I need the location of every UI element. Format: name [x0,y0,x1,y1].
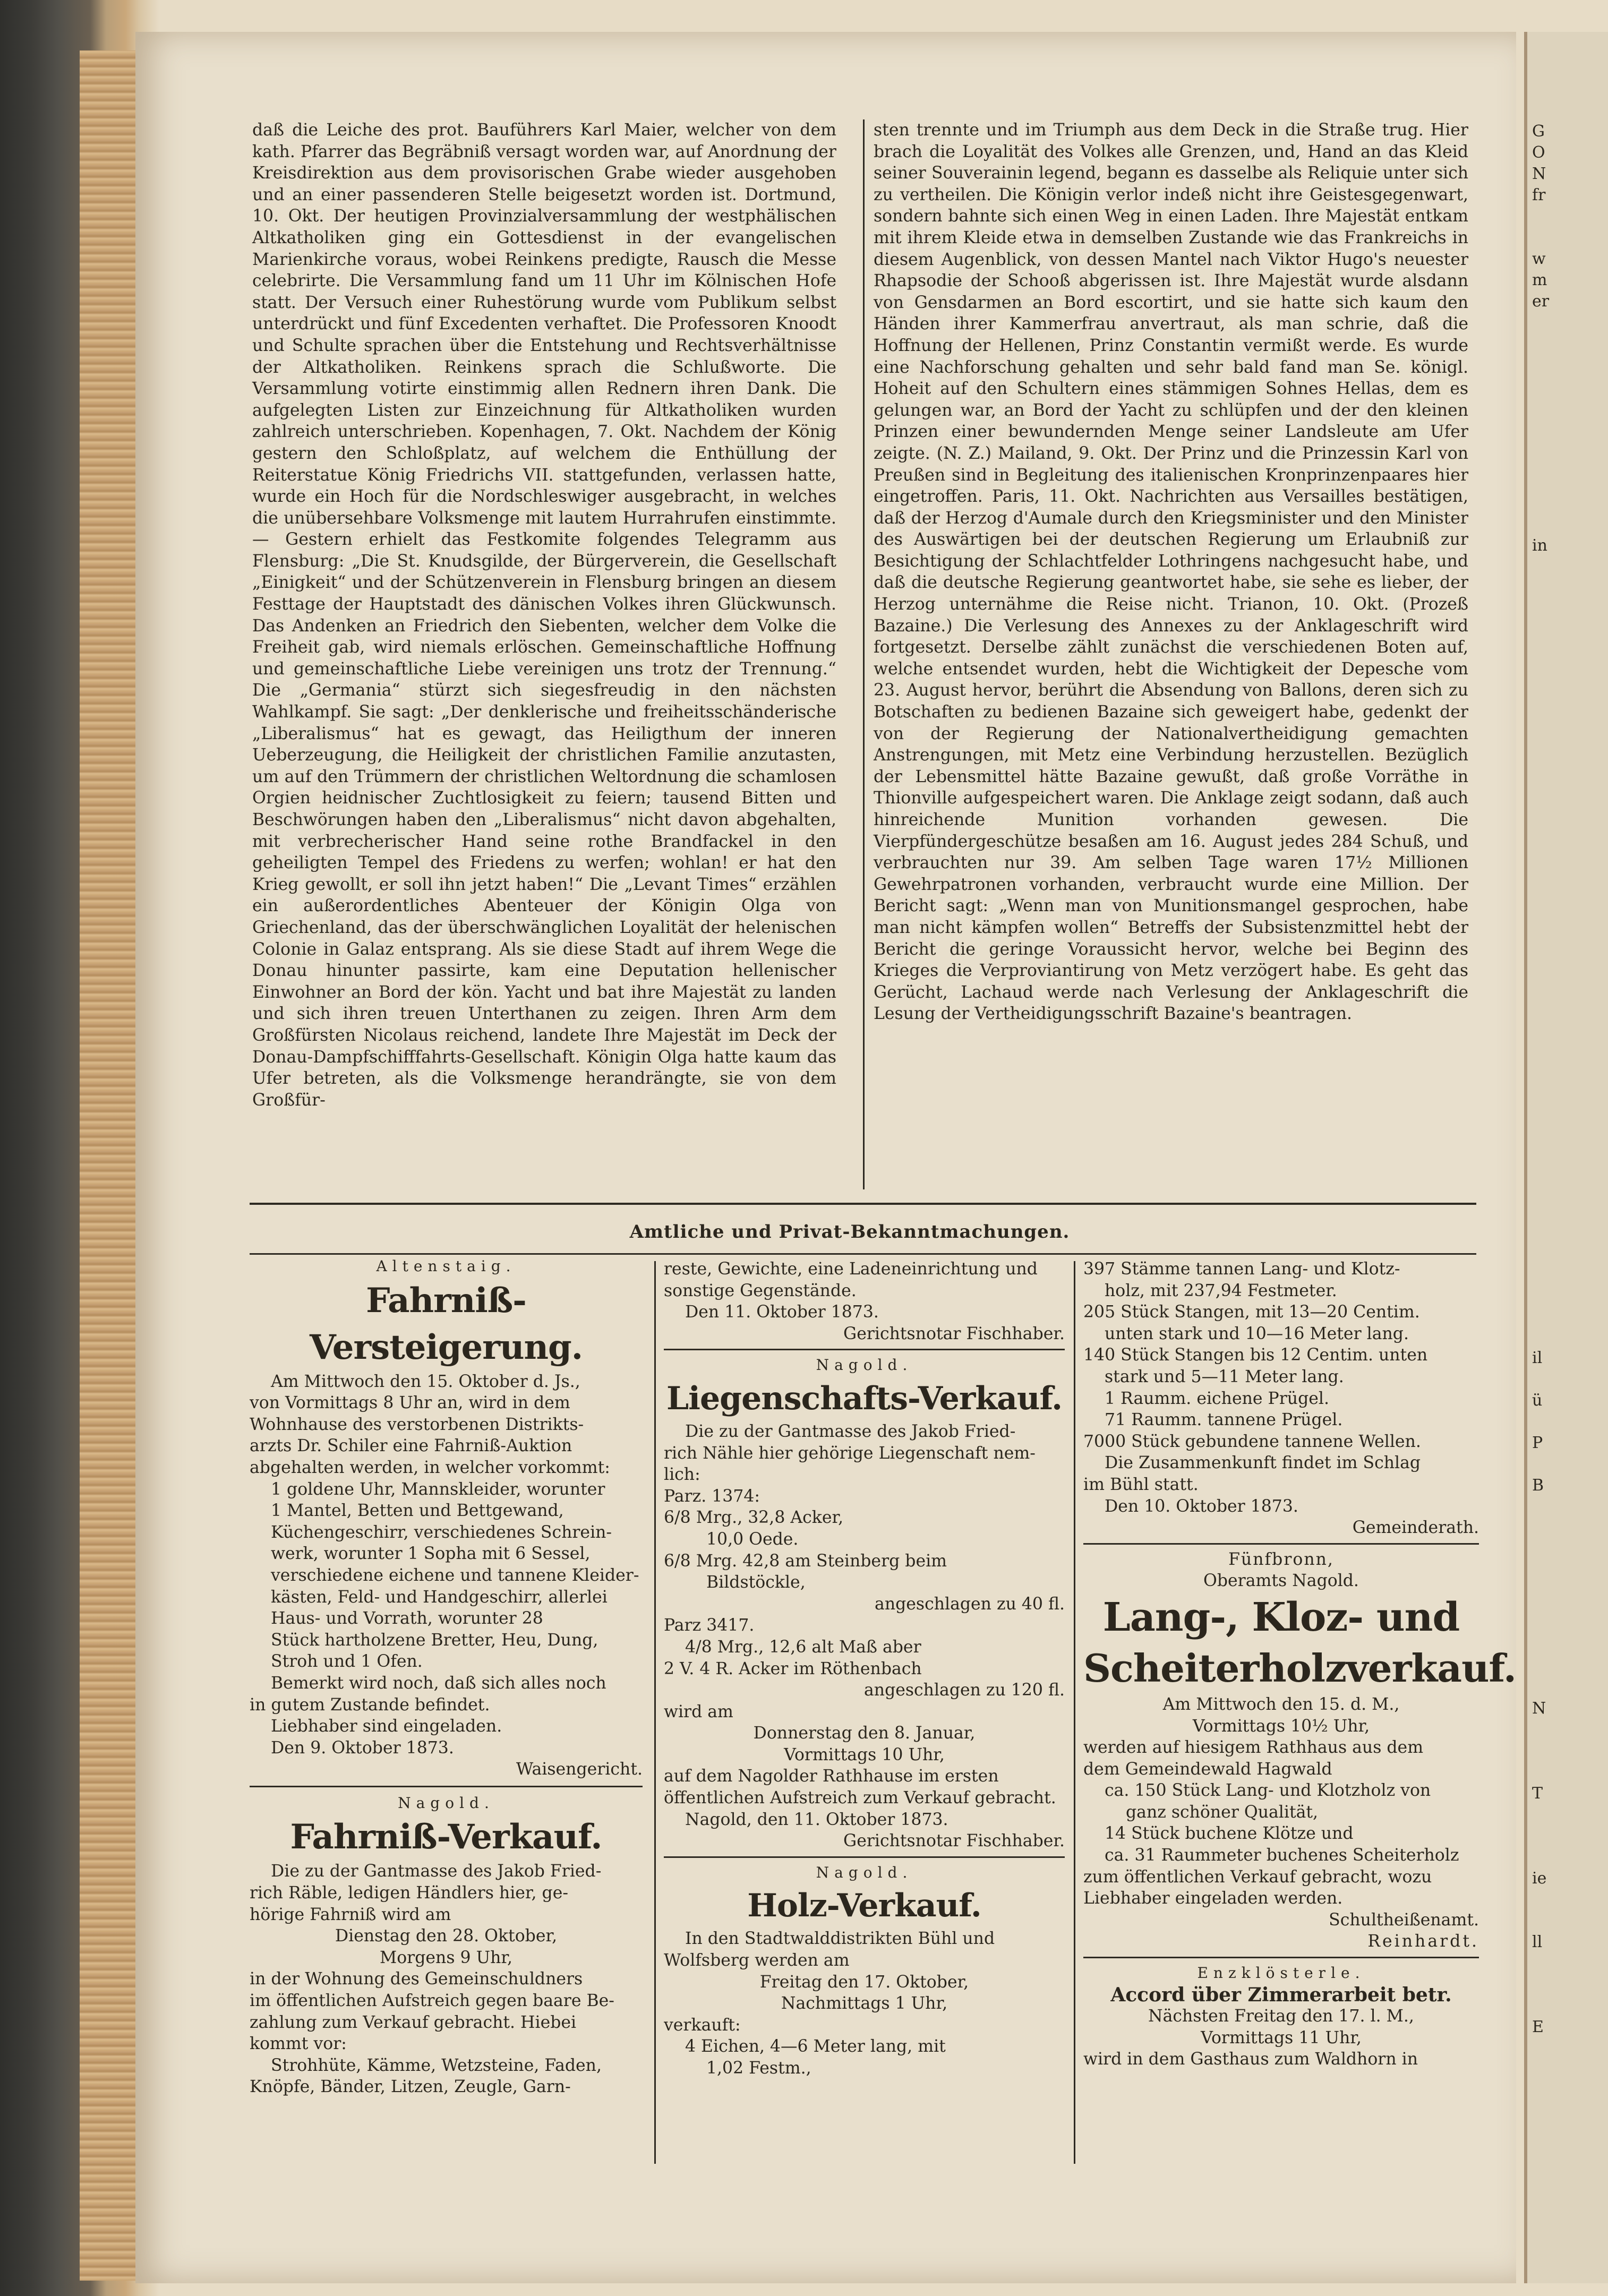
ad-line: lich: [664,1465,700,1485]
ad-line: kommt vor: [250,2034,347,2054]
ad-line: Liebhaber sind eingeladen. [271,1717,502,1736]
ad-title: Holz-Verkauf. [747,1887,981,1925]
next-page-fragment: in [1532,536,1547,555]
ad-line: Vormittags 10½ Uhr, [1192,1716,1370,1736]
ad-line: Morgens 9 Uhr, [379,1948,513,1967]
ad-place: Nagold. [816,1863,913,1881]
ad-line: 1 Raumm. eichene Prügel. [1105,1389,1329,1408]
ad-separator [250,1786,643,1787]
ad-line: rich Nähle hier gehörige Liegenschaft nem- [664,1443,1036,1463]
section-rule-bottom [250,1253,1476,1255]
ad-line: im öffentlichen Aufstreich gegen baare Be- [250,1991,614,2011]
ad-separator [664,1856,1065,1858]
next-page-fragment: B [1532,1476,1544,1495]
ad-title: Accord über Zimmerarbeit betr. [1110,1983,1452,2006]
book-binding [80,50,137,2281]
ad-line: Vormittags 10 Uhr, [784,1745,945,1764]
next-page-fragment: fr [1532,186,1546,204]
ad-line: werden auf hiesigem Rathhaus aus dem [1083,1738,1424,1758]
ad-line: 10,0 Oede. [706,1529,799,1549]
ad-signature: Gerichtsnotar Fischhaber. [843,1324,1065,1343]
next-page-fragment: m [1532,271,1547,289]
ad-line: Donnerstag den 8. Januar, [753,1724,976,1743]
ad-line: Den 9. Oktober 1873. [271,1738,454,1758]
ad-line: 4/8 Mrg., 12,6 alt Maß aber [685,1637,921,1657]
next-page-fragment: G [1532,122,1545,141]
ad-title: Fahrniß-Versteigerung. [309,1280,583,1367]
ad-line: Parz. 1374: [664,1486,760,1506]
ad-line: Nächsten Freitag den 17. l. M., [1148,2007,1414,2026]
next-page-fragment: ü [1532,1391,1543,1410]
next-page-fragment: il [1532,1349,1543,1367]
ad-line: im Bühl statt. [1083,1475,1199,1494]
ad-line: Wolfsberg werden am [664,1951,850,1971]
ad-line: Knöpfe, Bänder, Litzen, Zeugle, Garn- [250,2077,571,2097]
next-page-fragment: w [1532,250,1546,268]
ad-separator [1083,1957,1479,1958]
ad-line: 14 Stück buchene Klötze und [1105,1824,1354,1844]
next-page-fragment: P [1532,1434,1543,1452]
next-page-fragment: T [1532,1784,1543,1803]
ad-line: wird in dem Gasthaus zum Waldhorn in [1083,2050,1418,2069]
ad-line: zahlung zum Verkauf gebracht. Hiebei [250,2012,577,2032]
ad-line: angeschlagen zu 120 fl. [864,1681,1065,1700]
ad-line: Haus- und Vorrath, worunter 28 [271,1609,543,1629]
ad-line: 6/8 Mrg., 32,8 Acker, [664,1508,844,1528]
ad-line: Liebhaber eingeladen werden. [1083,1889,1343,1908]
ad-line: 2 V. 4 R. Acker im Röthenbach [664,1659,922,1678]
ad-signature: Gemeinderath. [1352,1518,1479,1538]
next-page-fragment: ll [1532,1933,1543,1951]
ad-place: Nagold. [816,1356,913,1374]
ad-divider-1 [654,1261,656,2164]
ad-line: 71 Raumm. tannene Prügel. [1105,1410,1343,1430]
ad-line: hörige Fahrniß wird am [250,1905,451,1924]
ad-signature-name: Reinhardt. [1367,1932,1479,1951]
ad-line: zum öffentlichen Verkauf gebracht, wozu [1083,1867,1432,1887]
ad-place: Enzklösterle. [1197,1964,1365,1982]
ad-line: 397 Stämme tannen Lang- und Klotz- [1083,1260,1400,1279]
ad-line: Stück hartholzene Bretter, Heu, Dung, [271,1630,598,1650]
ad-line: rich Räble, ledigen Händlers hier, ge- [250,1883,568,1903]
ad-line: Die zu der Gantmasse des Jakob Fried- [685,1421,1016,1441]
ad-line: Parz 3417. [664,1616,755,1635]
ad-line: 205 Stück Stangen, mit 13—20 Centim. [1083,1303,1420,1322]
ad-subplace: Oberamts Nagold. [1203,1571,1359,1591]
ad-line: in gutem Zustande befindet. [250,1695,490,1715]
ad-title: Fahrniß-Verkauf. [290,1817,602,1857]
ad-line: ca. 31 Raummeter buchenes Scheiterholz [1105,1846,1459,1865]
next-page-fragment: er [1532,292,1550,311]
ad-line: in der Wohnung des Gemeinschuldners [250,1969,583,1989]
article-column-left [252,119,836,1181]
ad-line: Dienstag den 28. Oktober, [335,1926,558,1946]
article-column-right [874,119,1468,1181]
article-text-left: daß die Leiche des prot. Bauführers Karl Maier, welcher von dem kath. Pfarrer das Begräbniß versagt worden war, auf Anordnung der Kreisdirektion aus dem provisorischen Grabe wieder ausgehoben und an einer passenderen Stelle beigesetzt worden ist. Dortmund, 10. Okt. Der heutigen Provinzialversammlung der westphälischen Altkatholiken ging ein Gottesdienst in der evangelischen Marienkirche voraus, wobei Reinkens predigte, Rausch die Messe celebrirte. Die Versammlung fand um 11 Uhr im Kölnischen Hofe statt. Der Versuch einer Ruhestörung wurde vom Publikum selbst unterdrückt und fünf Excedenten verhaftet. Die Professoren Knoodt und Schulte sprachen über die Entstehung und Rechtsverhältnisse der Altkatholiken. Reinkens sprach die Schlußworte. Die Versammlung votirte einstimmig allen Rednern ihren Dank. Die aufgelegten Listen zur Einzeichnung für Altkatholiken wurden zahlreich unterschrieben. Kopenhagen, 7. Okt. Nachdem der König gestern den Schloßplatz, auf welchem die Enthüllung der Reiterstatue König Friedrichs VII. stattgefunden, verlassen hatte, wurde ein Hoch für die Nordschleswiger ausgebracht, in welches die unübersehbare Volksmenge mit lautem Hurrahrufen einstimmte. — Gestern erhielt das Festkomite folgendes Telegramm aus Flensburg: „Die St. Knudsgilde, der Bürgerverein, die Gesellschaft „Einigkeit“ und der Schützenverein in Flensburg bringen an diesem Festtage der Hauptstadt des dänischen Volkes ihren Glückwunsch. Das Andenken an Friedrich den Siebenten, welcher dem Volke die Freiheit gab, wird niemals erlöschen. Gemeinschaftliche Hoffnung und gemeinschaftliche Liebe vereinigen uns trotz der Trennung.“ Die „Germania“ stürzt sich siegesfreudig in den nächsten Wahlkampf. Sie sagt: „Der denklerische und freiheitsschänderische „Liberalismus“ hat es gewagt, das Heiligthum der inneren Ueberzeugung, die Heiligkeit der christlichen Familie anzutasten, um auf den Trümmern der christlichen Weltordnung die schamlosen Orgien heidnischer Zuchtlosigkeit zu feiern; tausend Bitten und Beschwörungen haben den „Liberalismus“ nicht davon abgehalten, mit verbrecherischer Hand seine rothe Brandfackel in den geheiligten Tempel des Friedens zu werfen; wohlan! er hat den Krieg gewollt, er soll ihn jetzt haben!“ Die „Levant Times“ erzählen ein außerordentliches Abenteuer der Königin Olga von Griechenland, das der überschwänglichen Loyalität der helenischen Colonie in Galaz entsprang. Als sie diese Stadt auf ihrem Wege die Donau hinunter passirte, kam eine Deputation hellenischer Einwohner an Bord der kön. Yacht und bat ihre Majestät zu landen und sich ihren treuen Unterthanen zu zeigen. Ihren Arm dem Großfürsten Nicolaus reichend, landete Ihre Majestät im Deck der Donau-Dampfschifffahrts-Gesellschaft. Königin Olga hatte kaum das Ufer betreten, als die Volksmenge herandrängte, sie von dem Großfür- [252,121,836,1110]
ad-line: arzts Dr. Schiler eine Fahrniß-Auktion [250,1436,572,1456]
ad-line: Wohnhause des verstorbenen Distrikts- [250,1415,584,1434]
next-page-fragment: N [1532,1699,1546,1718]
ad-line: Freitag den 17. Oktober, [759,1972,969,1992]
ad-line: 1,02 Festm., [706,2059,811,2078]
ad-line: 1 goldene Uhr, Mannskleider, worunter [271,1479,605,1499]
ad-line: Nachmittags 1 Uhr, [781,1994,948,2014]
ad-separator [1083,1543,1479,1545]
ad-line: 6/8 Mrg. 42,8 am Steinberg beim [664,1551,947,1571]
ad-line: 4 Eichen, 4—6 Meter lang, mit [685,2037,946,2057]
ad-line: von Vormittags 8 Uhr an, wird in dem [250,1393,570,1413]
ad-line: werk, worunter 1 Sopha mit 6 Sessel, [271,1544,591,1564]
ad-divider-2 [1074,1261,1075,2164]
ad-line: holz, mit 237,94 Festmeter. [1105,1281,1337,1300]
ad-signature: Gerichtsnotar Fischhaber. [843,1831,1065,1851]
ad-line: wird am [664,1702,733,1721]
ad-line: Die Zusammenkunft findet im Schlag [1105,1453,1421,1473]
ad-line: 140 Stück Stangen bis 12 Centim. unten [1083,1346,1428,1365]
next-page-fragment: O [1532,143,1545,162]
ad-line: Vormittags 11 Uhr, [1201,2028,1362,2047]
ad-line: Den 11. Oktober 1873. [685,1303,879,1322]
ad-title-line-1: Lang-, Kloz- und [1102,1594,1460,1640]
ad-line: Die zu der Gantmasse des Jakob Fried- [271,1862,602,1881]
ad-line: Nagold, den 11. Oktober 1873. [685,1810,948,1829]
ad-line: Küchengeschirr, verschiedenes Schrein- [271,1522,612,1542]
section-title: Amtliche und Privat-Bekanntmachungen. [629,1221,1070,1243]
ad-separator [664,1349,1065,1350]
ad-signature: Waisengericht. [516,1760,643,1779]
ad-line: stark und 5—11 Meter lang. [1105,1367,1344,1386]
next-page-fragment: E [1532,2018,1544,2036]
ad-line: auf dem Nagolder Rathhause im ersten [664,1767,999,1786]
next-page-fragment: N [1532,165,1546,183]
ad-line: Am Mittwoch den 15. d. M., [1162,1694,1400,1714]
ad-line: reste, Gewichte, eine Ladeneinrichtung und [664,1260,1038,1279]
ad-line: ganz schöner Qualität, [1126,1802,1319,1822]
section-rule-top [250,1203,1476,1205]
ad-signature: Schultheißenamt. [1329,1910,1479,1930]
ad-column-3 [1083,1258,1516,2070]
ad-line: Am Mittwoch den 15. Oktober d. Js., [271,1372,580,1391]
ad-line: Strohhüte, Kämme, Wetzsteine, Faden, [271,2055,602,2075]
ad-line: dem Gemeindewald Hagwald [1083,1759,1332,1779]
ad-line: In den Stadtwalddistrikten Bühl und [685,1929,995,1949]
ad-place: Altenstaig. [376,1257,516,1275]
ad-line: Stroh und 1 Ofen. [271,1652,423,1672]
ad-line: 1 Mantel, Betten und Bettgewand, [271,1501,564,1521]
ad-column-2 [664,1258,1065,2079]
ad-line: unten stark und 10—16 Meter lang. [1105,1324,1409,1343]
ad-fahrniss-versteigerung [250,1256,643,2098]
ad-line: ca. 150 Stück Lang- und Klotzholz von [1105,1781,1431,1801]
ad-line: verschiedene eichene und tannene Kleider- [271,1565,639,1585]
ad-line: 7000 Stück gebundene tannene Wellen. [1083,1432,1421,1451]
ad-line: verkauft: [664,2015,741,2035]
ad-line: öffentlichen Aufstreich zum Verkauf gebracht. [664,1788,1056,1808]
ad-title-line-2: Scheiterholzverkauf. [1083,1645,1516,1691]
ad-line: abgehalten werden, in welcher vorkommt: [250,1458,610,1477]
ad-title: Liegenschafts-Verkauf. [666,1380,1063,1417]
next-page-fragment: ie [1532,1869,1547,1888]
ad-place: Fünfbronn, [1228,1549,1334,1569]
ad-line: Den 10. Oktober 1873. [1105,1496,1298,1516]
column-divider [863,119,865,1189]
ad-line: kästen, Feld- und Handgeschirr, allerlei [271,1587,608,1607]
ad-line: Bildstöckle, [706,1573,806,1592]
ad-line: Bemerkt wird noch, daß sich alles noch [271,1673,606,1693]
article-text-right: sten trennte und im Triumph aus dem Deck in die Straße trug. Hier brach die Loyalität des Volkes alle Grenzen, und, Hand an das Kleid seiner Souverainin legend, begann es dasselbe als Reliquie unter sich zu vertheilen. Die Königin verlor indeß nicht ihre Geistesgegenwart, sondern bahnte sich einen Weg in einen Laden. Ihre Majestät entkam mit ihrem Kleide etwa in demselben Zustande wie das Frankreichs in diesem Augenblick, von dessen Mantel nach Viktor Hugo's neuester Rhapsodie der Schooß abgerissen ist. Ihre Majestät wurde alsdann von Gensdarmen an Bord escortirt, und sie hatte sich kaum den Händen ihrer Kammerfrau anvertraut, als man schrie, daß die Hoffnung der Hellenen, Prinz Constantin vermißt werde. Es wurde eine Nachforschung gehalten und sehr bald fand man Se. königl. Hoheit auf den Schultern eines stämmigen Sohnes Hellas, dem es gelungen war, an Bord der Yacht zu schlüpfen und der den kleinen Prinzen einer bewundernden Menge seiner Landsleute am Ufer zeigte. (N. Z.) Mailand, 9. Okt. Der Prinz und die Prinzessin Karl von Preußen sind in Begleitung des italienischen Kronprinzenpaares hier eingetroffen. Paris, 11. Okt. Nachrichten aus Versailles bestätigen, daß der Herzog d'Aumale durch den Kriegsminister und den Minister des Auswärtigen bei der deutschen Regierung um Erlaubniß zur Besichtigung der Schlachtfelder Lothringens nachgesucht habe, und daß die deutsche Regierung geantwortet habe, sie sehe es lieber, der Herzog unternähme die Reise nicht. Trianon, 10. Okt. (Prozeß Bazaine.) Die Verlesung des Annexes zu der Anklageschrift wird fortgesetzt. Derselbe zählt zunächst die verschiedenen Boten auf, welche entsendet wurden, hebt die Wichtigkeit der Depesche vom 23. August hervor, berührt die Absendung von Ballons, deren sich zu Botschaften zu bedienen Bazaine sich geweigert habe, gedenkt der von der Regierung der Nationalvertheidigung gemachten Anstrengungen, mit Metz eine Verbindung herzustellen. Bezüglich der Lebensmittel hätte Bazaine gewußt, daß große Vorräthe in Thionville aufgespeichert waren. Die Anklage zeigt sodann, daß auch hinreichende Munition vorhanden gewesen. Die Vierpfündergeschütze besaßen am 16. August jedes 284 Schuß, und verbrauchten nur 39. Am selben Tage waren 17½ Millionen Gewehrpatronen vorhanden, verbraucht wurde eine Million. Der Bericht sagt: „Wenn man von Munitionsmangel gesprochen, habe man nicht kämpfen wollen“ Betreffs der Subsistenzmittel hebt der Bericht die geringe Voraussicht hervor, welche bei Beginn des Krieges die Verproviantirung von Metz verzögert habe. Es geht das Gerücht, Lachaud werde nach Verlesung der Anklageschrift die Lesung der Vertheidigungsschrift Bazaine's beantragen. [874,121,1468,1024]
ad-place: Nagold. [398,1794,494,1812]
ad-line: angeschlagen zu 40 fl. [875,1594,1065,1614]
ad-line: sonstige Gegenstände. [664,1281,857,1300]
